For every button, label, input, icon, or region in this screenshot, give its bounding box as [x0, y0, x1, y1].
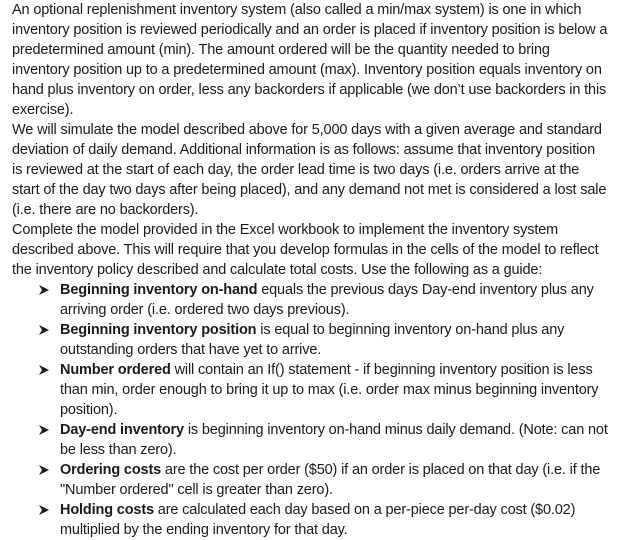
- arrow-bullet-icon: [38, 420, 52, 440]
- bullet-term: Holding costs: [60, 502, 154, 518]
- bullet-text: are calculated each day based on a per-piece per-day cost ($0.02) multiplied by the ending inventory for that day.: [60, 502, 576, 538]
- bullet-day-end-inventory: [38, 420, 609, 460]
- bullet-term: Day-end inventory: [60, 422, 184, 438]
- bullet-text: is beginning inventory on-hand minus daily demand. (Note: can not be less than zero).: [60, 422, 608, 458]
- bullet-text: are the cost per order ($50) if an order is placed on that day (i.e. if the "Number ordered" cell is greater than zero).: [60, 462, 601, 498]
- bullet-text: is equal to beginning inventory on-hand plus any outstanding orders that have yet to arrive.: [60, 322, 565, 358]
- bullet-beginning-inventory-on-hand: [38, 280, 609, 320]
- bullet-term: Number ordered: [60, 362, 171, 378]
- arrow-bullet-icon: [38, 460, 52, 480]
- paragraph-intro: An optional replenishment inventory system (also called a min/max system) is one in which inventory position is reviewed periodically and an order is placed if inventory position is below a predetermined amount (min). The amount ordered will be the quantity needed to bring inventory position up to a predetermined amount (max). Inventory position equals inventory on hand plus inventory on order, less any backorders if applicable (we don’t use backorders in this exercise).: [12, 2, 608, 118]
- bullet-text: will contain an If() statement - if beginning inventory position is less than min, order enough to bring it up to max (i.e. order max minus beginning inventory position).: [60, 362, 599, 418]
- arrow-bullet-icon: [38, 280, 52, 300]
- arrow-bullet-icon: [38, 320, 52, 340]
- paragraph-simulation: We will simulate the model described above for 5,000 days with a given average and standard deviation of daily demand. Additional information is as follows: assume that inventory position is reviewed at the start of each day, the order lead time is two days (i.e. orders arrive at the start of the day two days after being placed), and any demand not met is considered a lost sale (i.e. there are no backorders).: [12, 122, 607, 218]
- bullet-holding-costs: [38, 500, 609, 540]
- bullet-term: Beginning inventory position: [60, 322, 257, 338]
- arrow-bullet-icon: [38, 360, 52, 380]
- paragraph-instructions: Complete the model provided in the Excel workbook to implement the inventory system described above. This will require that you develop formulas in the cells of the model to reflect the inventory policy described and calculate total costs. Use the following as a guide:: [12, 222, 599, 278]
- bullet-beginning-inventory-position: [38, 320, 609, 360]
- arrow-bullet-icon: [38, 500, 52, 520]
- bullet-term: Beginning inventory on-hand: [60, 282, 258, 298]
- guide-bullet-list: [12, 280, 609, 540]
- bullet-number-ordered: [38, 360, 609, 420]
- bullet-text: equals the previous days Day-end inventory plus any arriving order (i.e. ordered two days previous).: [60, 282, 594, 318]
- bullet-ordering-costs: [38, 460, 609, 500]
- bullet-term: Ordering costs: [60, 462, 162, 478]
